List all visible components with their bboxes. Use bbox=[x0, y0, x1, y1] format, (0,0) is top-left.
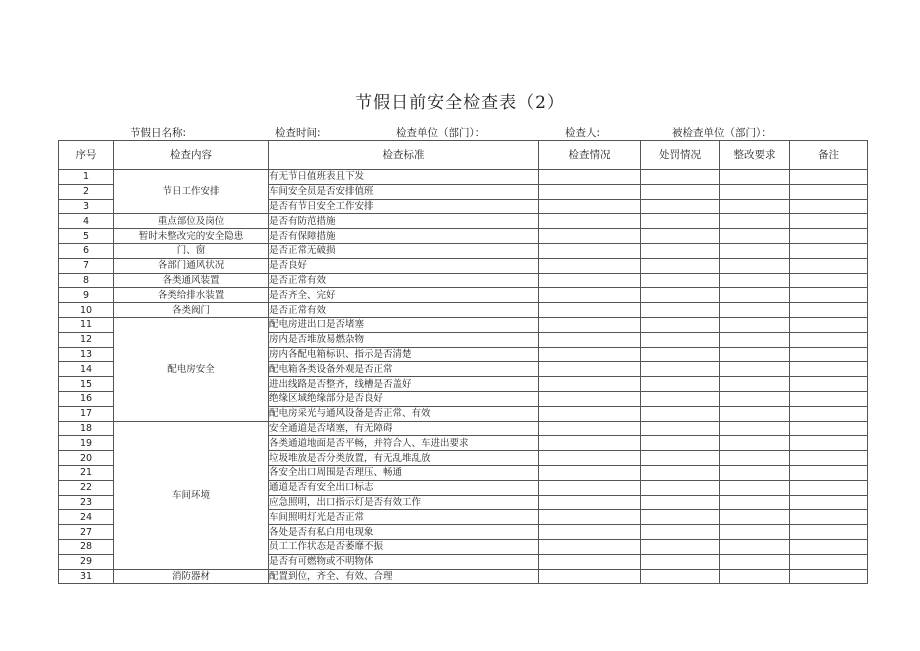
penalty-cell[interactable] bbox=[641, 510, 720, 525]
penalty-cell[interactable] bbox=[641, 406, 720, 421]
check-status-cell[interactable] bbox=[539, 347, 641, 362]
rectification-cell[interactable] bbox=[720, 229, 790, 244]
rectification-cell[interactable] bbox=[720, 170, 790, 185]
check-standard-cell: 配电房采光与通风设备是否正常、有效 bbox=[269, 406, 539, 421]
penalty-cell[interactable] bbox=[641, 525, 720, 540]
check-status-cell[interactable] bbox=[539, 303, 641, 318]
remarks-cell[interactable] bbox=[790, 480, 868, 495]
check-standard-cell: 安全通道是否堵塞，有无障碍 bbox=[269, 421, 539, 436]
row-number: 15 bbox=[59, 377, 114, 392]
penalty-cell[interactable] bbox=[641, 243, 720, 258]
check-standard-cell: 是否有可燃物或不明物体 bbox=[269, 554, 539, 569]
check-status-cell[interactable] bbox=[539, 421, 641, 436]
check-standard-cell: 房内各配电箱标识、指示是否清楚 bbox=[269, 347, 539, 362]
rectification-cell[interactable] bbox=[720, 421, 790, 436]
check-content-cell: 各类阀门 bbox=[114, 303, 269, 318]
check-standard-cell: 车间照明灯光是否正常 bbox=[269, 510, 539, 525]
remarks-cell[interactable] bbox=[790, 495, 868, 510]
table-row bbox=[59, 243, 868, 258]
rectification-cell[interactable] bbox=[720, 569, 790, 584]
rectification-cell[interactable] bbox=[720, 391, 790, 406]
row-number: 14 bbox=[59, 362, 114, 377]
check-standard-cell: 是否正常有效 bbox=[269, 303, 539, 318]
penalty-cell[interactable] bbox=[641, 273, 720, 288]
row-number: 7 bbox=[59, 258, 114, 273]
check-content-cell: 门、窗 bbox=[114, 243, 269, 258]
remarks-cell[interactable] bbox=[790, 465, 868, 480]
row-number: 1 bbox=[59, 170, 114, 185]
check-content-cell: 各类通风装置 bbox=[114, 273, 269, 288]
check-standard-cell: 绝缘区域绝缘部分是否良好 bbox=[269, 391, 539, 406]
remarks-cell[interactable] bbox=[790, 525, 868, 540]
remarks-cell[interactable] bbox=[790, 214, 868, 229]
check-standard-cell: 房内是否堆放易燃杂物 bbox=[269, 332, 539, 347]
row-number: 6 bbox=[59, 243, 114, 258]
check-standard-cell: 是否正常无破损 bbox=[269, 243, 539, 258]
remarks-cell[interactable] bbox=[790, 554, 868, 569]
row-number: 4 bbox=[59, 214, 114, 229]
check-status-cell[interactable] bbox=[539, 451, 641, 466]
check-time-label: 检查时间: bbox=[275, 127, 321, 139]
row-number: 2 bbox=[59, 184, 114, 199]
remarks-cell[interactable] bbox=[790, 332, 868, 347]
remarks-cell[interactable] bbox=[790, 258, 868, 273]
remarks-cell[interactable] bbox=[790, 436, 868, 451]
remarks-cell[interactable] bbox=[790, 569, 868, 584]
remarks-cell[interactable] bbox=[790, 170, 868, 185]
row-number: 12 bbox=[59, 332, 114, 347]
penalty-cell[interactable] bbox=[641, 214, 720, 229]
check-standard-cell: 进出线路是否整齐，线槽是否盖好 bbox=[269, 377, 539, 392]
remarks-cell[interactable] bbox=[790, 288, 868, 303]
header-row bbox=[59, 141, 868, 170]
check-status-cell[interactable] bbox=[539, 480, 641, 495]
check-content-cell: 车间环境 bbox=[114, 421, 269, 569]
table-row bbox=[59, 288, 868, 303]
check-status-cell[interactable] bbox=[539, 362, 641, 377]
remarks-cell[interactable] bbox=[790, 406, 868, 421]
holiday-name-label: 节假日名称: bbox=[130, 127, 187, 139]
rectification-cell[interactable] bbox=[720, 214, 790, 229]
check-status-cell[interactable] bbox=[539, 495, 641, 510]
checked-unit-label: 被检查单位（部门）： bbox=[672, 127, 772, 139]
penalty-cell[interactable] bbox=[641, 569, 720, 584]
row-number: 29 bbox=[59, 554, 114, 569]
row-number: 31 bbox=[59, 569, 114, 584]
penalty-cell[interactable] bbox=[641, 554, 720, 569]
check-standard-cell: 员工工作状态是否萎靡不振 bbox=[269, 539, 539, 554]
penalty-cell[interactable] bbox=[641, 199, 720, 214]
penalty-cell[interactable] bbox=[641, 377, 720, 392]
check-status-cell[interactable] bbox=[539, 184, 641, 199]
rectification-cell[interactable] bbox=[720, 273, 790, 288]
rectification-cell[interactable] bbox=[720, 362, 790, 377]
row-number: 27 bbox=[59, 525, 114, 540]
table-row bbox=[59, 317, 868, 332]
remarks-cell[interactable] bbox=[790, 229, 868, 244]
header-status: 检查情况 bbox=[539, 141, 641, 170]
check-content-cell: 各类给排水装置 bbox=[114, 288, 269, 303]
remarks-cell[interactable] bbox=[790, 377, 868, 392]
row-number: 21 bbox=[59, 465, 114, 480]
penalty-cell[interactable] bbox=[641, 288, 720, 303]
row-number: 8 bbox=[59, 273, 114, 288]
rectification-cell[interactable] bbox=[720, 554, 790, 569]
remarks-cell[interactable] bbox=[790, 362, 868, 377]
header-penalty: 处罚情况 bbox=[641, 141, 720, 170]
check-standard-cell: 各类通道地面是否平畅，并符合人、车进出要求 bbox=[269, 436, 539, 451]
check-status-cell[interactable] bbox=[539, 525, 641, 540]
table-row bbox=[59, 170, 868, 185]
row-number: 24 bbox=[59, 510, 114, 525]
table-row bbox=[59, 569, 868, 584]
penalty-cell[interactable] bbox=[641, 184, 720, 199]
rectification-cell[interactable] bbox=[720, 436, 790, 451]
check-status-cell[interactable] bbox=[539, 436, 641, 451]
table-row bbox=[59, 214, 868, 229]
check-standard-cell: 应急照明，出口指示灯是否有效工作 bbox=[269, 495, 539, 510]
check-status-cell[interactable] bbox=[539, 539, 641, 554]
rectification-cell[interactable] bbox=[720, 377, 790, 392]
check-standard-cell: 配电房进出口是否堵塞 bbox=[269, 317, 539, 332]
rectification-cell[interactable] bbox=[720, 317, 790, 332]
penalty-cell[interactable] bbox=[641, 258, 720, 273]
remarks-cell[interactable] bbox=[790, 451, 868, 466]
table-row bbox=[59, 258, 868, 273]
header-rectification: 整改要求 bbox=[720, 141, 790, 170]
page-title: 节假日前安全检查表（2） bbox=[355, 93, 565, 113]
table-row bbox=[59, 303, 868, 318]
penalty-cell[interactable] bbox=[641, 495, 720, 510]
penalty-cell[interactable] bbox=[641, 391, 720, 406]
rectification-cell[interactable] bbox=[720, 539, 790, 554]
check-status-cell[interactable] bbox=[539, 199, 641, 214]
penalty-cell[interactable] bbox=[641, 465, 720, 480]
row-number: 23 bbox=[59, 495, 114, 510]
penalty-cell[interactable] bbox=[641, 170, 720, 185]
row-number: 13 bbox=[59, 347, 114, 362]
remarks-cell[interactable] bbox=[790, 391, 868, 406]
table-row bbox=[59, 273, 868, 288]
penalty-cell[interactable] bbox=[641, 229, 720, 244]
check-status-cell[interactable] bbox=[539, 288, 641, 303]
check-standard-cell: 通道是否有安全出口标志 bbox=[269, 480, 539, 495]
check-status-cell[interactable] bbox=[539, 465, 641, 480]
check-status-cell[interactable] bbox=[539, 332, 641, 347]
rectification-cell[interactable] bbox=[720, 480, 790, 495]
check-status-cell[interactable] bbox=[539, 243, 641, 258]
header-content: 检查内容 bbox=[114, 141, 269, 170]
check-content-cell: 暂时未整改完的安全隐患 bbox=[114, 229, 269, 244]
header-no: 序号 bbox=[59, 141, 114, 170]
remarks-cell[interactable] bbox=[790, 421, 868, 436]
check-standard-cell: 垃圾堆放是否分类放置，有无乱堆乱放 bbox=[269, 451, 539, 466]
rectification-cell[interactable] bbox=[720, 199, 790, 214]
rectification-cell[interactable] bbox=[720, 347, 790, 362]
check-content-cell: 节日工作安排 bbox=[114, 170, 269, 214]
rectification-cell[interactable] bbox=[720, 288, 790, 303]
check-status-cell[interactable] bbox=[539, 510, 641, 525]
table-row bbox=[59, 229, 868, 244]
check-standard-cell: 是否有防范措施 bbox=[269, 214, 539, 229]
penalty-cell[interactable] bbox=[641, 332, 720, 347]
penalty-cell[interactable] bbox=[641, 317, 720, 332]
check-standard-cell: 是否有节日安全工作安排 bbox=[269, 199, 539, 214]
row-number: 28 bbox=[59, 539, 114, 554]
remarks-cell[interactable] bbox=[790, 184, 868, 199]
row-number: 10 bbox=[59, 303, 114, 318]
rectification-cell[interactable] bbox=[720, 332, 790, 347]
remarks-cell[interactable] bbox=[790, 199, 868, 214]
table-row bbox=[59, 421, 868, 436]
rectification-cell[interactable] bbox=[720, 510, 790, 525]
check-status-cell[interactable] bbox=[539, 214, 641, 229]
penalty-cell[interactable] bbox=[641, 347, 720, 362]
penalty-cell[interactable] bbox=[641, 539, 720, 554]
header-standard: 检查标准 bbox=[269, 141, 539, 170]
penalty-cell[interactable] bbox=[641, 362, 720, 377]
check-standard-cell: 各处是否有私白用电现象 bbox=[269, 525, 539, 540]
check-standard-cell: 是否齐全、完好 bbox=[269, 288, 539, 303]
check-status-cell[interactable] bbox=[539, 377, 641, 392]
rectification-cell[interactable] bbox=[720, 495, 790, 510]
check-content-cell: 重点部位及岗位 bbox=[114, 214, 269, 229]
check-content-cell: 配电房安全 bbox=[114, 317, 269, 421]
check-standard-cell: 各安全出口周围是否理压、畅通 bbox=[269, 465, 539, 480]
inspector-label: 检查人: bbox=[565, 127, 601, 139]
header-remarks: 备注 bbox=[790, 141, 868, 170]
remarks-cell[interactable] bbox=[790, 317, 868, 332]
rectification-cell[interactable] bbox=[720, 243, 790, 258]
row-number: 11 bbox=[59, 317, 114, 332]
check-status-cell[interactable] bbox=[539, 391, 641, 406]
remarks-cell[interactable] bbox=[790, 273, 868, 288]
row-number: 22 bbox=[59, 480, 114, 495]
row-number: 9 bbox=[59, 288, 114, 303]
penalty-cell[interactable] bbox=[641, 480, 720, 495]
row-number: 3 bbox=[59, 199, 114, 214]
check-status-cell[interactable] bbox=[539, 406, 641, 421]
check-standard-cell: 车间安全员是否安排值班 bbox=[269, 184, 539, 199]
remarks-cell[interactable] bbox=[790, 347, 868, 362]
check-standard-cell: 是否有保障措施 bbox=[269, 229, 539, 244]
check-standard-cell: 是否正常有效 bbox=[269, 273, 539, 288]
check-content-cell: 消防器材 bbox=[114, 569, 269, 584]
check-content-cell: 各部门通风状况 bbox=[114, 258, 269, 273]
check-status-cell[interactable] bbox=[539, 229, 641, 244]
rectification-cell[interactable] bbox=[720, 465, 790, 480]
remarks-cell[interactable] bbox=[790, 539, 868, 554]
penalty-cell[interactable] bbox=[641, 303, 720, 318]
row-number: 19 bbox=[59, 436, 114, 451]
check-unit-label: 检查单位（部门）： bbox=[396, 127, 486, 139]
check-standard-cell: 有无节日值班表且下发 bbox=[269, 170, 539, 185]
row-number: 17 bbox=[59, 406, 114, 421]
check-standard-cell: 是否良好 bbox=[269, 258, 539, 273]
row-number: 5 bbox=[59, 229, 114, 244]
remarks-cell[interactable] bbox=[790, 510, 868, 525]
row-number: 18 bbox=[59, 421, 114, 436]
rectification-cell[interactable] bbox=[720, 406, 790, 421]
remarks-cell[interactable] bbox=[790, 243, 868, 258]
penalty-cell[interactable] bbox=[641, 436, 720, 451]
remarks-cell[interactable] bbox=[790, 303, 868, 318]
check-status-cell[interactable] bbox=[539, 554, 641, 569]
rectification-cell[interactable] bbox=[720, 525, 790, 540]
rectification-cell[interactable] bbox=[720, 451, 790, 466]
row-number: 16 bbox=[59, 391, 114, 406]
check-standard-cell: 配电箱各类设备外观是否正常 bbox=[269, 362, 539, 377]
rectification-cell[interactable] bbox=[720, 258, 790, 273]
check-status-cell[interactable] bbox=[539, 273, 641, 288]
rectification-cell[interactable] bbox=[720, 303, 790, 318]
check-status-cell[interactable] bbox=[539, 569, 641, 584]
inspection-table bbox=[58, 140, 868, 584]
check-status-cell[interactable] bbox=[539, 258, 641, 273]
check-standard-cell: 配置到位，齐全、有效、合理 bbox=[269, 569, 539, 584]
row-number: 20 bbox=[59, 451, 114, 466]
check-status-cell[interactable] bbox=[539, 170, 641, 185]
check-status-cell[interactable] bbox=[539, 317, 641, 332]
penalty-cell[interactable] bbox=[641, 421, 720, 436]
penalty-cell[interactable] bbox=[641, 451, 720, 466]
rectification-cell[interactable] bbox=[720, 184, 790, 199]
